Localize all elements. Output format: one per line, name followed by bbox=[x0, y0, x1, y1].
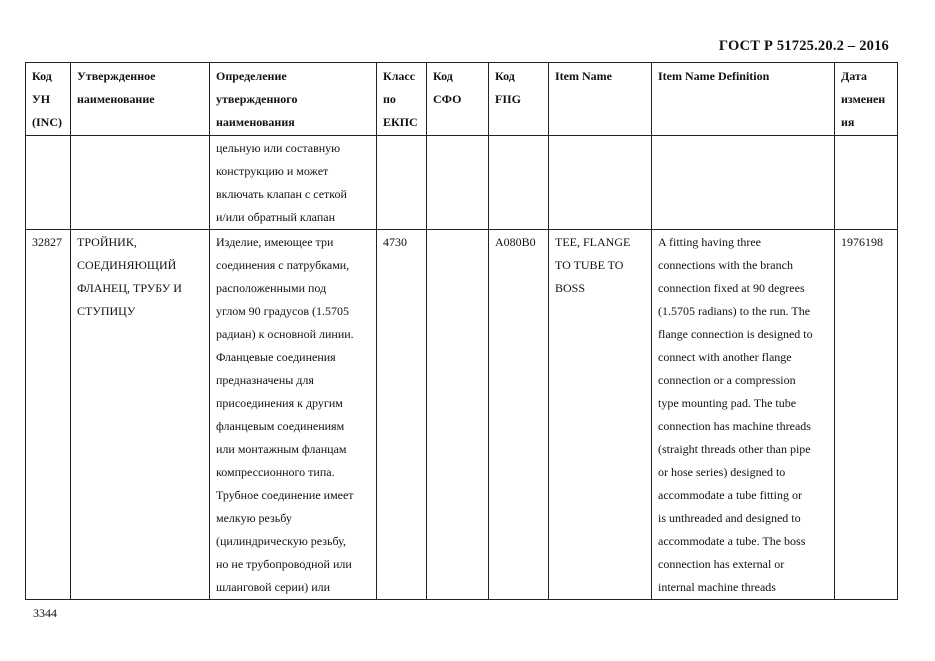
cell-ekps-class bbox=[377, 136, 427, 230]
header-inc: Код УН (INC) bbox=[26, 63, 71, 136]
cell-approved-name bbox=[71, 136, 210, 230]
cell-definition: цельную или составную конструкцию и может включать клапан с сеткой и/или обратный клапан bbox=[210, 136, 377, 230]
standard-title: ГОСТ Р 51725.20.2 – 2016 bbox=[718, 38, 889, 54]
cell-item-name-definition bbox=[652, 136, 835, 230]
header-ekps-class: Класс по ЕКПС bbox=[377, 63, 427, 136]
cell-item-name: TEE, FLANGE TO TUBE TO BOSS bbox=[549, 230, 652, 600]
cell-sfo-code bbox=[427, 136, 489, 230]
table-row bbox=[26, 136, 898, 230]
header-definition: Определение утвержденного наименования bbox=[210, 63, 377, 136]
catalog-table bbox=[25, 62, 898, 600]
header-change-date: Дата изменен ия bbox=[835, 63, 898, 136]
cell-sfo-code bbox=[427, 230, 489, 600]
cell-fiig-code: A080B0 bbox=[489, 230, 549, 600]
header-sfo-code: Код СФО bbox=[427, 63, 489, 136]
page-number: 3344 bbox=[33, 606, 57, 620]
header-item-name: Item Name bbox=[549, 63, 652, 136]
header-approved-name: Утвержденное наименование bbox=[71, 63, 210, 136]
header-item-name-definition: Item Name Definition bbox=[652, 63, 835, 136]
table-row bbox=[26, 230, 898, 600]
cell-definition: Изделие, имеющее три соединения с патрубками, расположенными под углом 90 градусов (1.5705 радиан) к основной линии. Фланцевые соединения предназначены для присоединения к другим фланцевым соединениям или монтажным фланцам компрессионного типа. Трубное соединение имеет мелкую резьбу (цилиндрическую резьбу, но не трубопроводной или шланговой серии) или bbox=[210, 230, 377, 600]
cell-item-name-definition: A fitting having three connections with the branch connection fixed at 90 degrees (1.5705 radians) to the run. The flange connection is designed to connect with another flange connection or a compression type mounting pad. The tube connection has machine threads (straight threads other than pipe or hose series) designed to accommodate a tube fitting or is unthreaded and designed to accommodate a tube. The boss connection has external or internal machine threads bbox=[652, 230, 835, 600]
header-fiig-code: Код FIIG bbox=[489, 63, 549, 136]
cell-ekps-class: 4730 bbox=[377, 230, 427, 600]
cell-fiig-code bbox=[489, 136, 549, 230]
cell-change-date bbox=[835, 136, 898, 230]
cell-inc: 32827 bbox=[26, 230, 71, 600]
cell-approved-name: ТРОЙНИК, СОЕДИНЯЮЩИЙ ФЛАНЕЦ, ТРУБУ И СТУПИЦУ bbox=[71, 230, 210, 600]
cell-item-name bbox=[549, 136, 652, 230]
table-header-row bbox=[26, 63, 898, 136]
cell-inc bbox=[26, 136, 71, 230]
cell-change-date: 1976198 bbox=[835, 230, 898, 600]
